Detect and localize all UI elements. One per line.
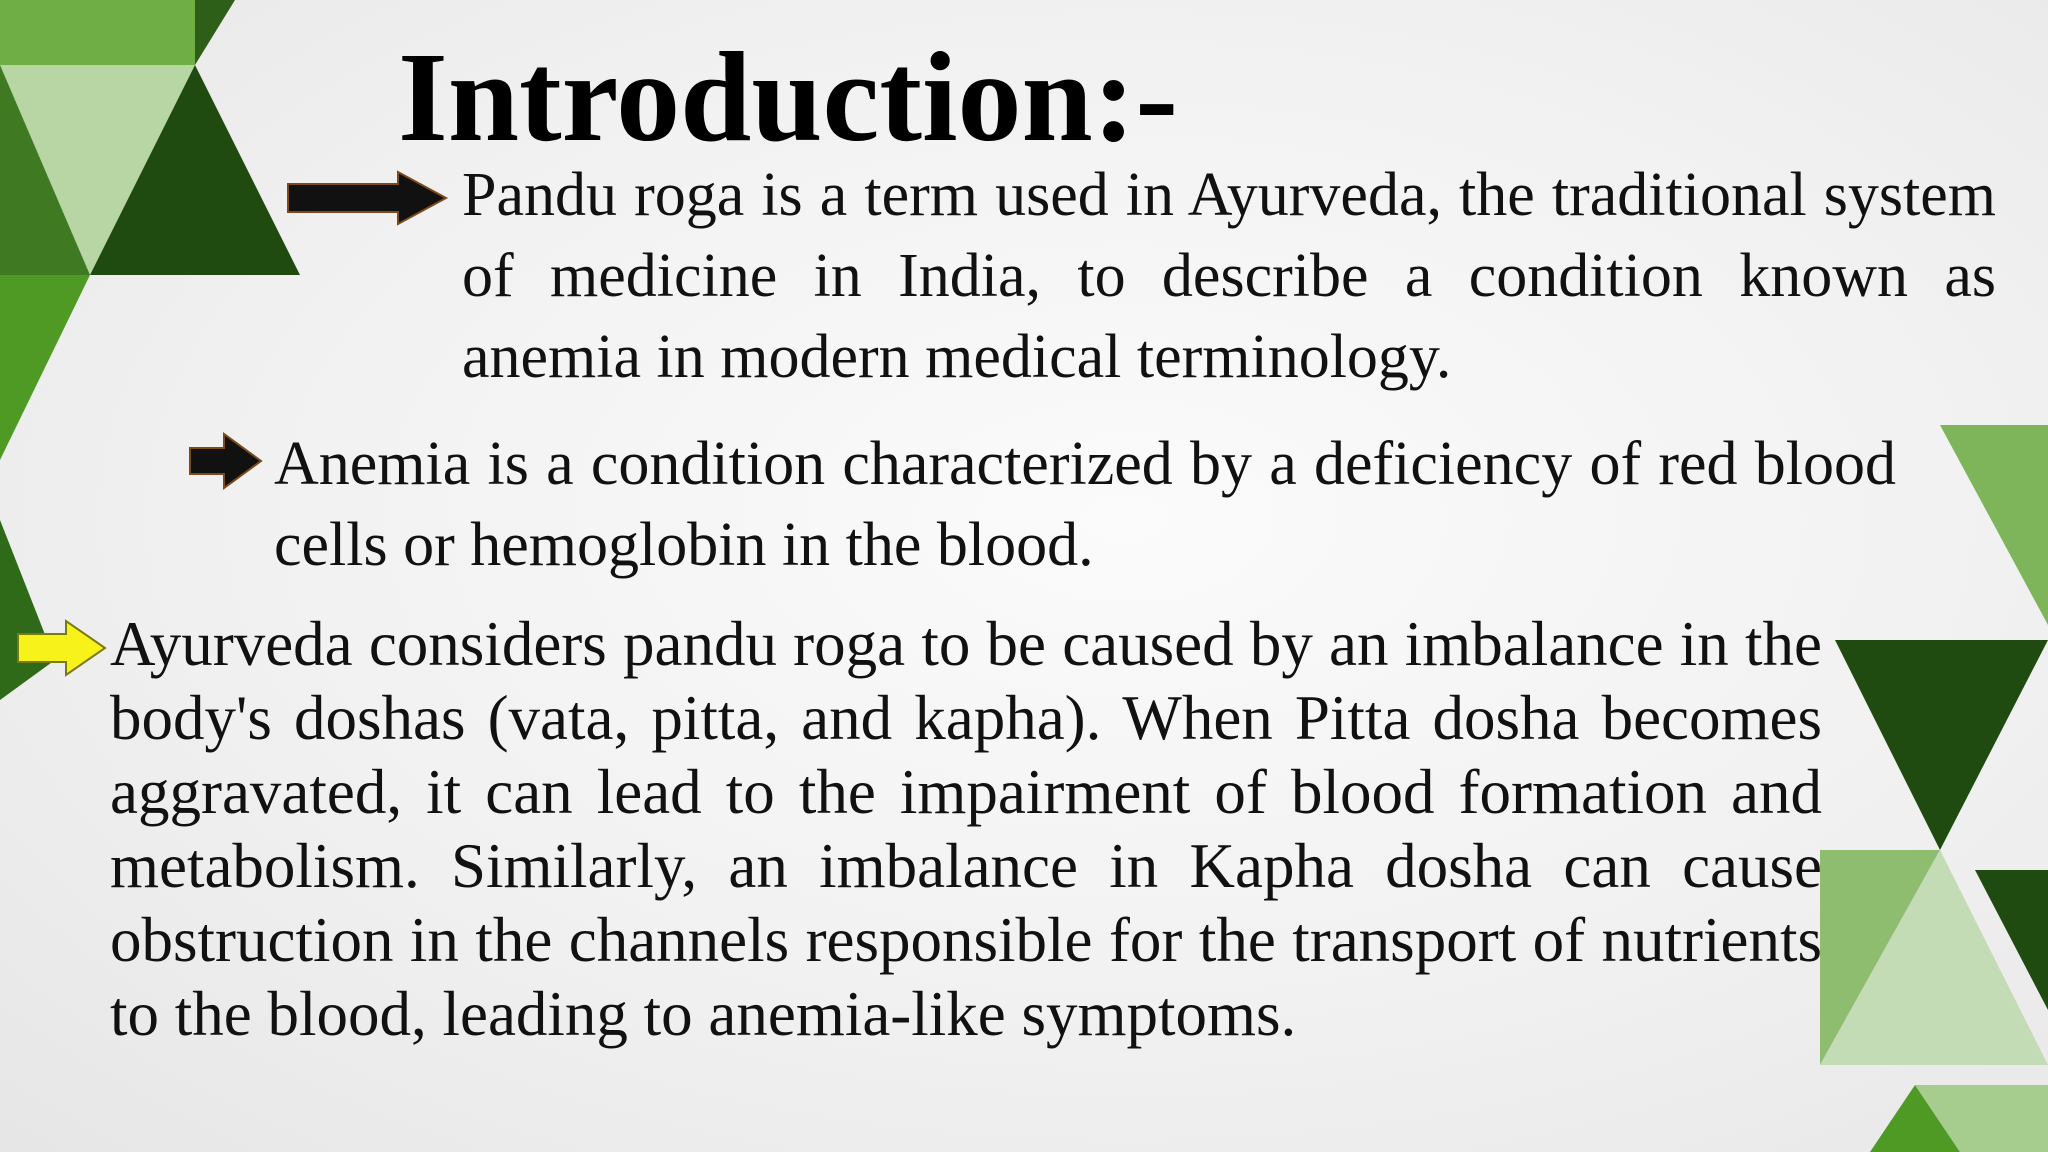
triangle-right-2 <box>1835 640 2048 850</box>
arrow-right-icon <box>188 432 264 490</box>
triangle-left-2 <box>195 0 235 65</box>
slide-title: Introduction:- <box>398 26 1178 168</box>
arrow-right-icon <box>286 170 450 226</box>
triangle-right-1 <box>1940 425 2048 625</box>
bullet-text-3: Ayurveda considers pandu roga to be caused by an imbalance in the body's doshas (vata, pitta, and kapha). When Pitta dosha becomes aggravated, it can lead to the impairment of blood formation and metabolism. Similarly, an imbalance in Kapha dosha can cause obstruction in the channels responsible for the transport of nutrients to the blood, leading to anemia-like symptoms. <box>110 609 1822 1049</box>
bullet-text-2: Anemia is a condition characterized by a deficiency of red blood cells or hemoglobin in the blood. <box>274 430 1896 579</box>
triangle-left-1 <box>0 0 195 65</box>
bullet-text-1: Pandu roga is a term used in Ayurveda, the traditional system of medicine in India, to describe a condition known as anemia in modern medical terminology. <box>462 161 1996 391</box>
arrow-right-icon <box>16 619 108 677</box>
triangle-left-6 <box>0 275 90 460</box>
